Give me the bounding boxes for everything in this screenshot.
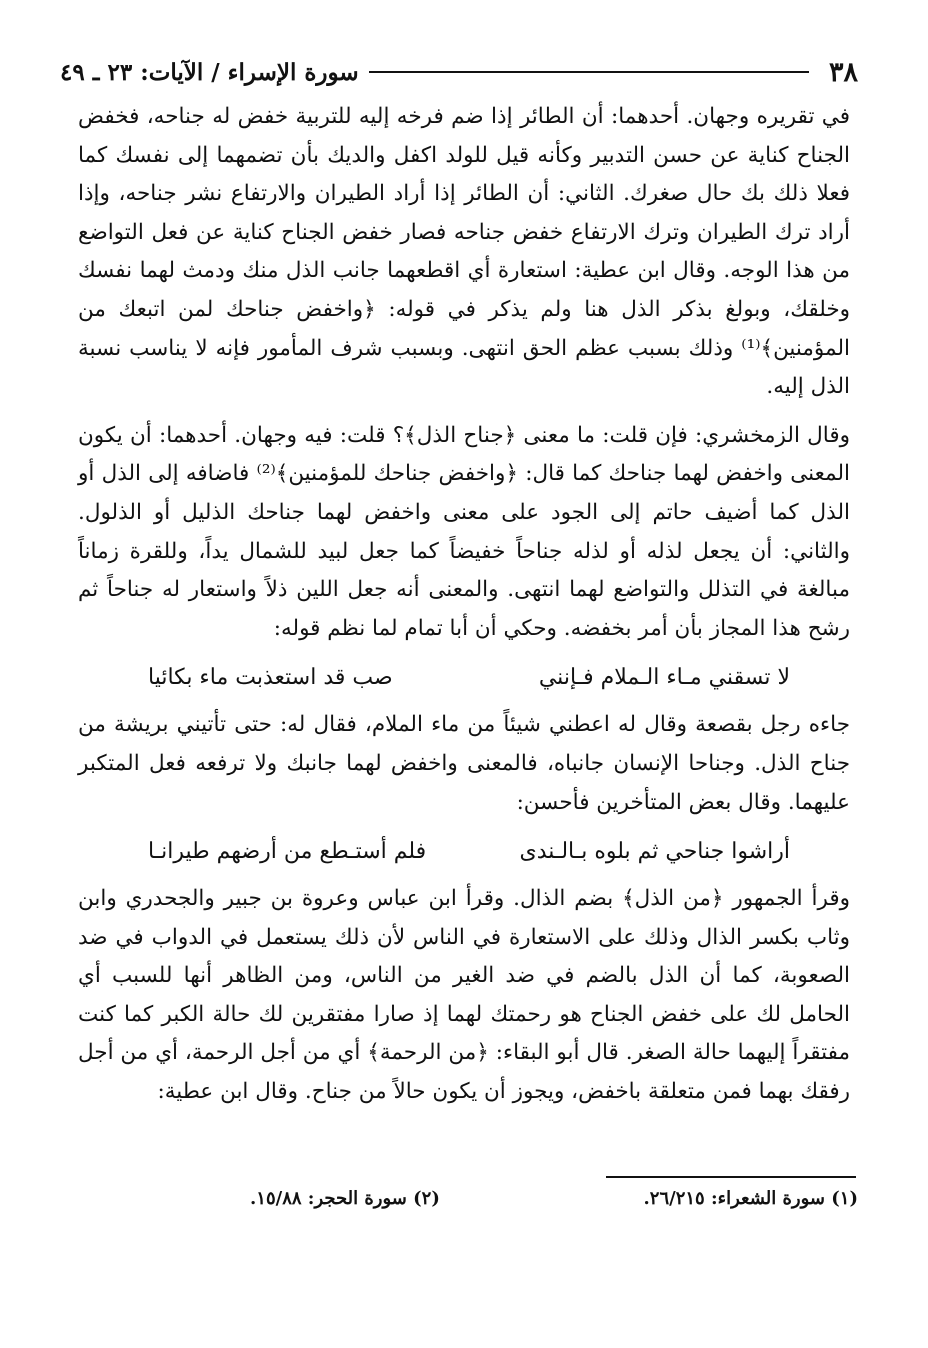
running-title: سورة الإسراء / الآيات: ٢٣ ـ ٤٩ [60, 58, 359, 86]
footnotes [250, 1188, 858, 1209]
footnote-rule [606, 1176, 856, 1178]
verse-2-first-hemistich: أراشوا جناحي ثم بلوه بـالـندى [519, 839, 790, 865]
paragraph-1: في تقريره وجهان. أحدهما: أن الطائر إذا ضم فرخه إليه للتربية خفض له جناحه، فخفض الجناح كناية عن حسن التدبير وكأنه قيل للولد اكفل والديك بأن تضمهما إلى نفسك كما فعلا ذلك بك حال صغرك. الثاني: أن الطائر إذا أراد الطيران والارتفاع نشر جناحه، وإذا أراد ترك الطيران وترك الارتفاع خفض جناحه فصار خفض الجناح كناية عن فعل التواضع من هذا الوجه. وقال ابن عطية: استعارة أي اقطعهما جانب الذل منك ودمث لهما نفسك وخلقك، وبولغ بذكر الذل هنا ولم يذكر في قوله: ﴿واخفض جناحك لمن اتبعك من المؤمنين﴾⁽¹⁾ وذلك بسبب عظم الحق انتهى. وبسبب شرف المأمور فإنه لا يناسب نسبة الذل إليه. [78, 104, 850, 400]
verse-1-first-hemistich: لا تسقني مـاء الـملام فـإنني [538, 665, 790, 691]
page-body [78, 98, 850, 1122]
verse-1 [78, 658, 850, 698]
verse-2-second-hemistich: فلم أستـطع من أرضهم طيرانـا [148, 839, 427, 865]
paragraph-2: وقال الزمخشري: فإن قلت: ما معنى ﴿جناح الذل﴾؟ قلت: فيه وجهان. أحدهما: أن يكون المعنى واخفض لهما جناحك كما قال: ﴿واخفض جناحك للمؤمنين﴾⁽²⁾ فاضافه إلى الذل أو الذل كما أضيف حاتم إلى الجود على معنى واخفض لهما جناحك الذليل أو الذلول. والثاني: أن يجعل لذله أو لذله جناحاً خفيضاً كما جعل لبيد للشمال يداً، وللقرة زماناً مبالغة في التذلل والتواضع لهما انتهى. والمعنى أنه جعل اللين ذلاً واستعار له جناحاً ثم رشح هذا المجاز بأن أمر بخفضه. وحكي أن أبا تمام لما نظم قوله: [78, 422, 850, 641]
footnote-2: (٢) سورة الحجر: ١٥/٨٨. [250, 1188, 440, 1209]
verse-2 [78, 832, 850, 872]
verse-1-second-hemistich: صب قد استعذبت ماء بكائيا [148, 665, 393, 691]
footnote-1: (١) سورة الشعراء: ٢٦/٢١٥. [643, 1188, 858, 1209]
paragraph-4: وقرأ الجمهور ﴿من الذل﴾ بضم الذال. وقرأ ابن عباس وعروة بن جبير والجحدري وابن وثاب بكسر الذال وذلك على الاستعارة في الناس لأن ذلك يستعمل في الدواب في ضد الصعوبة، كما أن الذل بالضم في ضد الغير من الناس، ومن الظاهر أنها للسبب أي الحامل لك على خفض الجناح هو رحمتك لهما إذ صارا مفتقرين لك حالة الكبر كما كنت مفتقراً إليهما حالة الصغر. قال أبو البقاء: ﴿من الرحمة﴾ أي من أجل الرحمة، أي من أجل رفقك بهما فمن متعلقة باخفض، ويجوز أن يكون حالاً من جناح. وقال ابن عطية: [78, 886, 850, 1105]
page-header [60, 52, 858, 92]
paragraph-3: جاءه رجل بقصعة وقال له اعطني شيئاً من ماء الملام، فقال له: حتى تأتيني بريشة من جناح الذل. وجناحا الإنسان جانباه، فالمعنى واخفض لهما جانبك ولا ترفعه فعل المتكبر عليهما. وقال بعض المتأخرين فأحسن: [78, 712, 850, 815]
page-number: ٣٨ [828, 56, 858, 88]
header-rule [369, 71, 809, 73]
